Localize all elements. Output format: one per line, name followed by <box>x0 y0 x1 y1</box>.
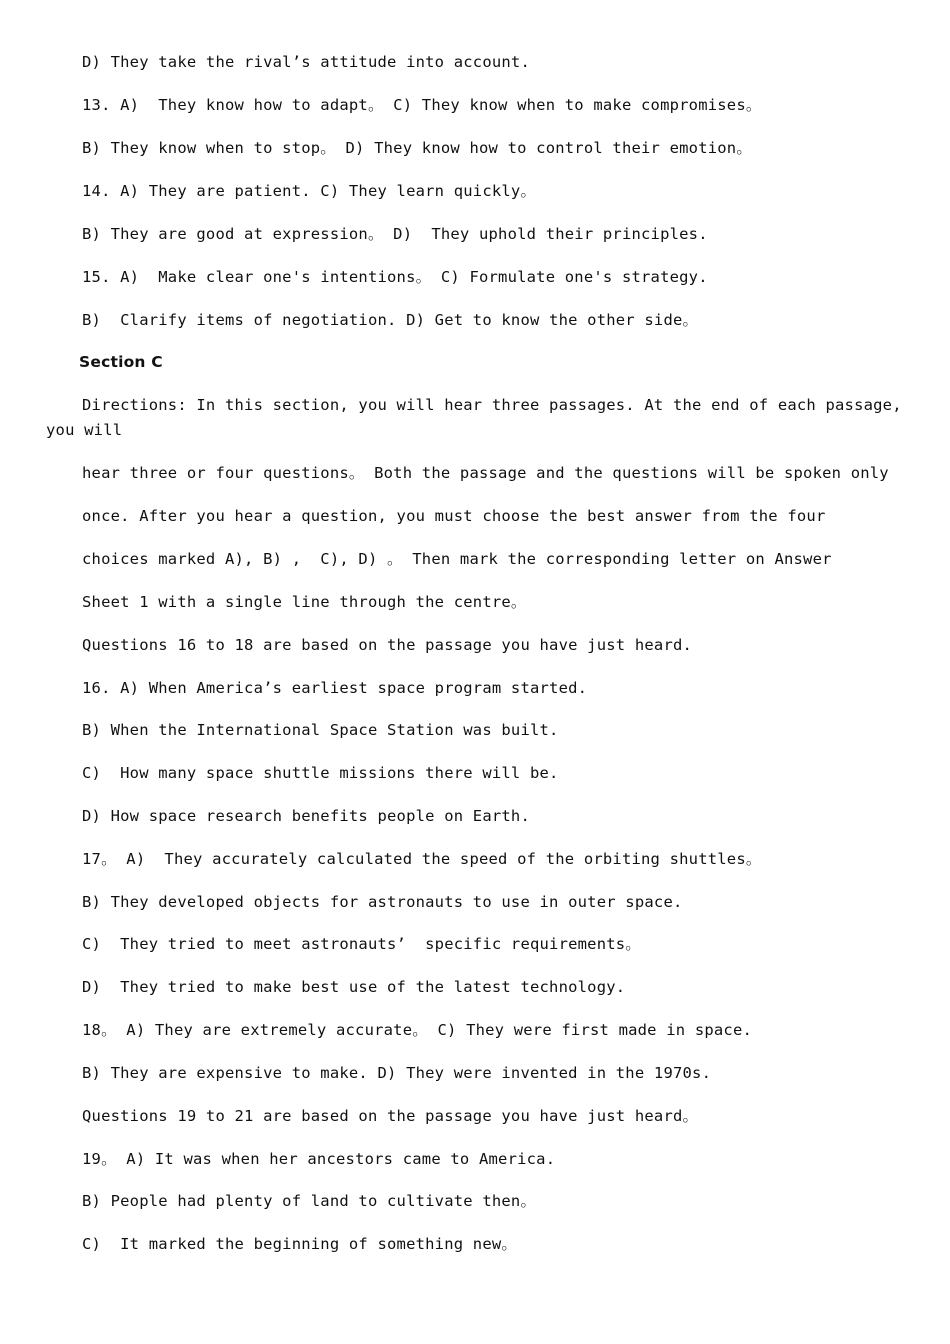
questions-19-21-intro: Questions 19 to 21 are based on the passage you have just heard。 <box>82 1107 699 1125</box>
q13-options-b-d: B) They know when to stop。 D) They know how to control their emotion。 <box>82 139 753 157</box>
q17-option-d: D) They tried to make best use of the latest technology. <box>82 978 626 996</box>
q17-option-c: C) They tried to meet astronauts’ specific requirements。 <box>82 935 642 953</box>
directions-line-1: Directions: In this section, you will hear three passages. At the end of each passage, <box>82 396 902 414</box>
q19-option-c: C) It marked the beginning of something new。 <box>82 1235 518 1253</box>
q18-options-a-c: 18。 A) They are extremely accurate。 C) They were first made in space. <box>82 1021 753 1039</box>
questions-16-18-intro: Questions 16 to 18 are based on the passage you have just heard. <box>82 636 693 654</box>
directions-line-5: Sheet 1 with a single line through the centre。 <box>82 593 527 611</box>
q17-option-a: 17。 A) They accurately calculated the speed of the orbiting shuttles。 <box>82 850 762 868</box>
q14-options-b-d: B) They are good at expression。 D) They uphold their principles. <box>82 225 708 243</box>
q15-options-b-d: B) Clarify items of negotiation. D) Get to know the other side。 <box>82 311 699 329</box>
q16-option-b: B) When the International Space Station was built. <box>82 721 559 739</box>
q12-option-d: D) They take the rival’s attitude into account. <box>82 53 530 71</box>
q19-option-b: B) People had plenty of land to cultivate then。 <box>82 1192 537 1210</box>
section-c-heading: Section C <box>79 353 163 371</box>
q15-options-a-c: 15. A) Make clear one's intentions。 C) Formulate one's strategy. <box>82 268 708 286</box>
q13-options-a-c: 13. A) They know how to adapt。 C) They know when to make compromises。 <box>82 96 762 114</box>
q16-option-c: C) How many space shuttle missions there will be. <box>82 764 559 782</box>
directions-line-3: once. After you hear a question, you must choose the best answer from the four <box>82 507 826 525</box>
directions-line-4: choices marked A), B) , C), D) 。 Then mark the corresponding letter on Answer <box>82 550 832 568</box>
q18-options-b-d: B) They are expensive to make. D) They were invented in the 1970s. <box>82 1064 712 1082</box>
directions-line-1-wrap: you will <box>46 421 123 439</box>
q16-option-a: 16. A) When America’s earliest space program started. <box>82 679 588 697</box>
q19-option-a: 19。 A) It was when her ancestors came to America. <box>82 1150 556 1168</box>
q16-option-d: D) How space research benefits people on Earth. <box>82 807 530 825</box>
q14-options-a-c: 14. A) They are patient. C) They learn quickly。 <box>82 182 537 200</box>
q17-option-b: B) They developed objects for astronauts to use in outer space. <box>82 893 683 911</box>
directions-line-2: hear three or four questions。 Both the passage and the questions will be spoken only <box>82 464 889 482</box>
